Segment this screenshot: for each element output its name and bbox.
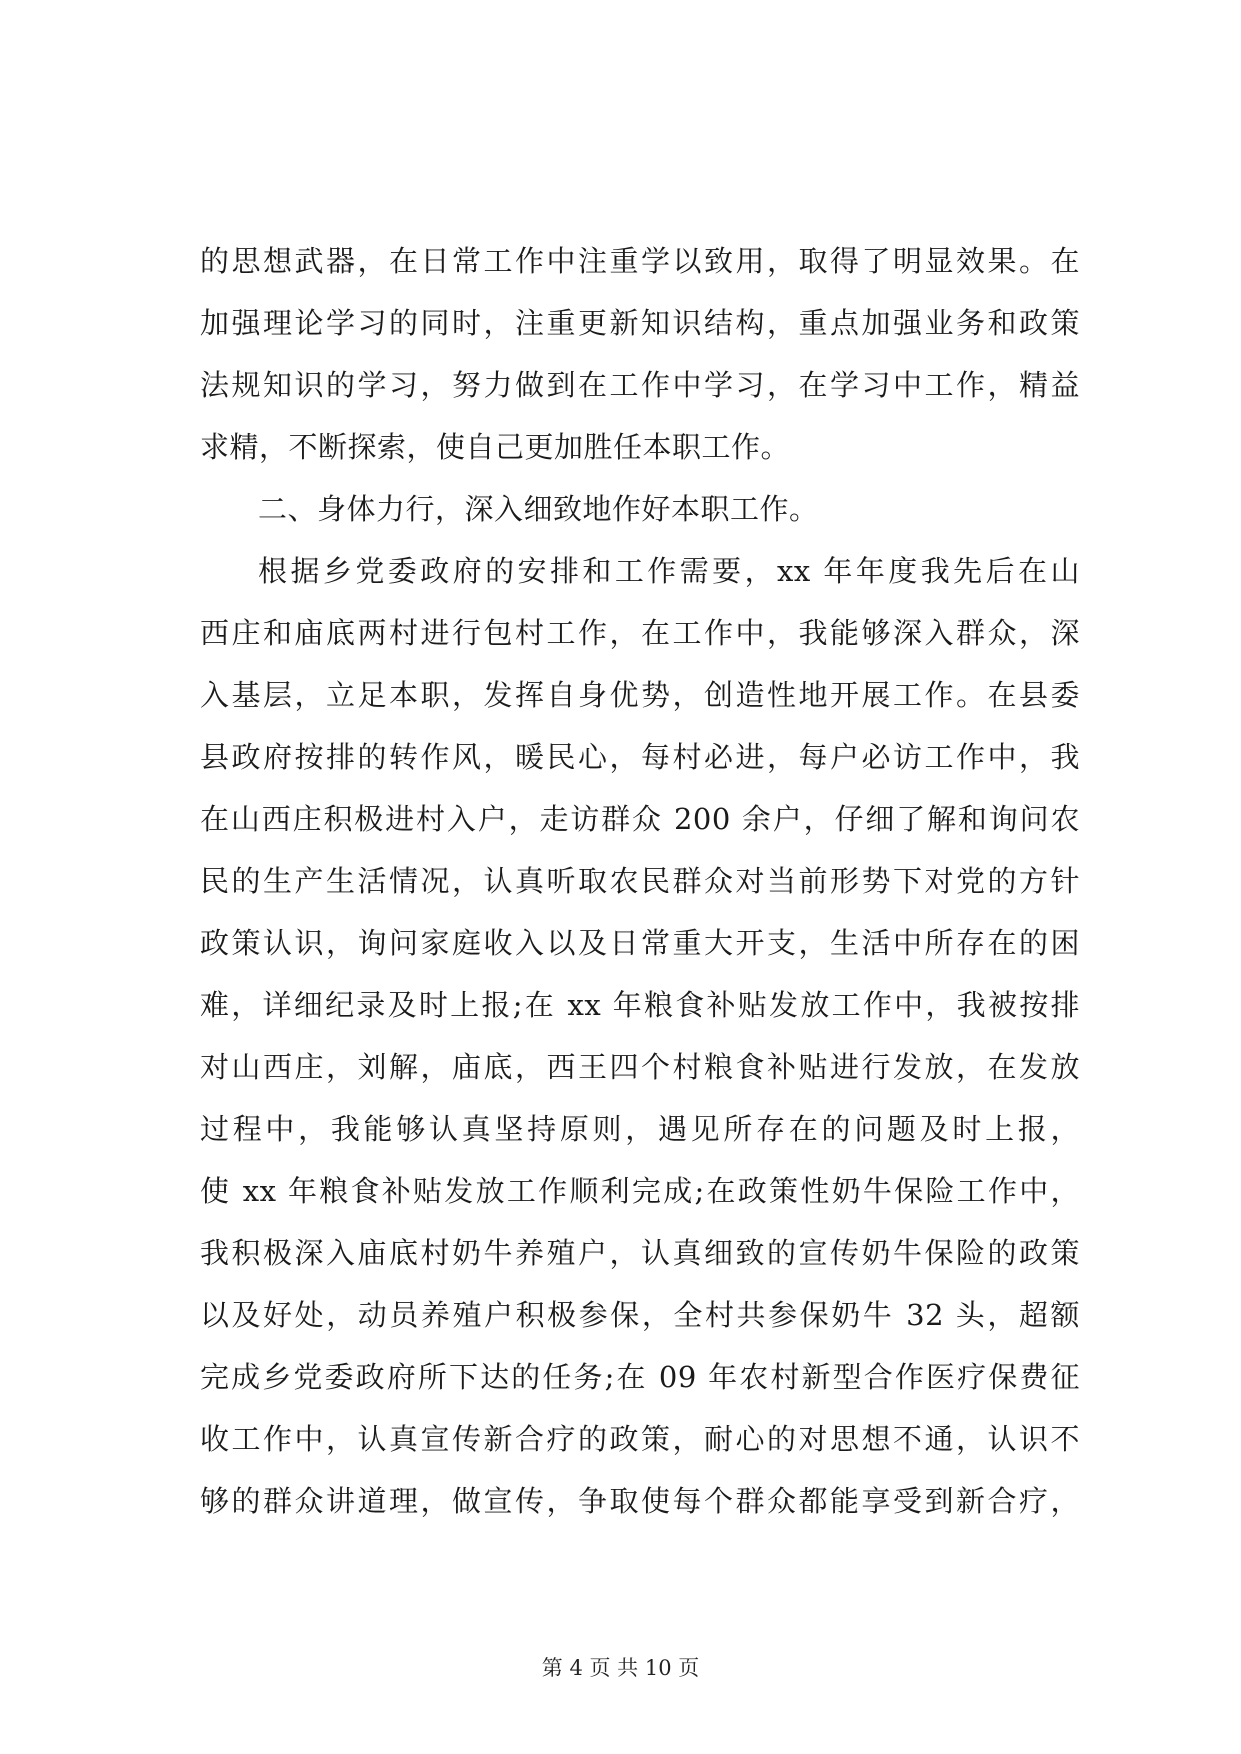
text-line: 加强理论学习的同时，注重更新知识结构，重点加强业务和政策 xyxy=(200,306,1080,340)
text-line: 完成乡党委政府所下达的任务;在 09 年农村新型合作医疗保费征 xyxy=(200,1360,1080,1394)
text-line: 我积极深入庙底村奶牛养殖户，认真细致的宣传奶牛保险的政策 xyxy=(200,1236,1080,1270)
text-line: 的思想武器，在日常工作中注重学以致用，取得了明显效果。在 xyxy=(200,244,1080,278)
text-line: 求精，不断探索，使自己更加胜任本职工作。 xyxy=(200,430,791,464)
text-line: 入基层，立足本职，发挥自身优势，创造性地开展工作。在县委 xyxy=(200,678,1080,712)
text-line: 法规知识的学习，努力做到在工作中学习，在学习中工作，精益 xyxy=(200,368,1080,402)
text-line: 过程中，我能够认真坚持原则，遇见所存在的问题及时上报， xyxy=(200,1112,1080,1146)
section-heading: 二、身体力行，深入细致地作好本职工作。 xyxy=(258,492,819,526)
text-line: 县政府按排的转作风，暖民心，每村必进，每户必访工作中，我 xyxy=(200,740,1080,774)
text-line: 够的群众讲道理，做宣传，争取使每个群众都能享受到新合疗， xyxy=(200,1484,1080,1518)
page-number-footer: 第 4 页 共 10 页 xyxy=(541,1656,700,1680)
text-line: 根据乡党委政府的安排和工作需要，xx 年年度我先后在山 xyxy=(258,554,1080,588)
body-text xyxy=(200,230,1080,1532)
text-line: 政策认识，询问家庭收入以及日常重大开支，生活中所存在的困 xyxy=(200,926,1080,960)
text-line: 难，详细纪录及时上报;在 xx 年粮食补贴发放工作中，我被按排 xyxy=(200,988,1080,1022)
text-line: 以及好处，动员养殖户积极参保，全村共参保奶牛 32 头，超额 xyxy=(200,1298,1080,1332)
text-line: 民的生产生活情况，认真听取农民群众对当前形势下对党的方针 xyxy=(200,864,1080,898)
text-line: 西庄和庙底两村进行包村工作，在工作中，我能够深入群众，深 xyxy=(200,616,1080,650)
text-line: 在山西庄积极进村入户，走访群众 200 余户，仔细了解和询问农 xyxy=(200,802,1080,836)
text-line: 对山西庄，刘解，庙底，西王四个村粮食补贴进行发放，在发放 xyxy=(200,1050,1080,1084)
text-line: 收工作中，认真宣传新合疗的政策，耐心的对思想不通，认识不 xyxy=(200,1422,1080,1456)
text-line: 使 xx 年粮食补贴发放工作顺利完成;在政策性奶牛保险工作中， xyxy=(200,1174,1080,1208)
